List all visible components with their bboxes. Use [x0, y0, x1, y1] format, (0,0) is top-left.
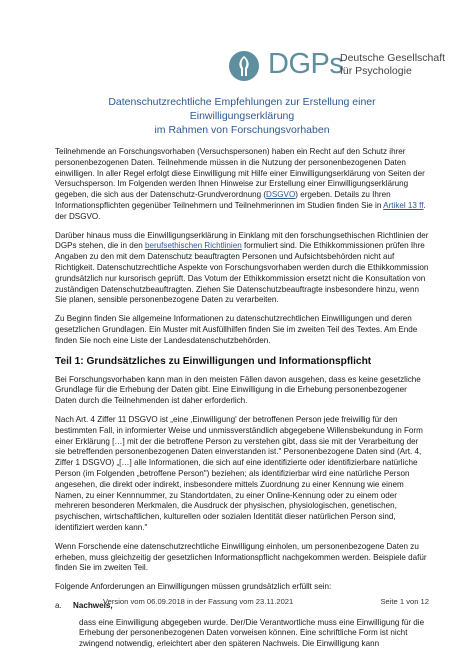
definition-paragraph: Nach Art. 4 Ziffer 11 DSGVO ist „eine ‚Einwilligung' der betroffenen Person jede freiwillig für den bestimmten Fall, in informierter Weise und unmissverständlich abgegebene Willensbekundung in Form einer Erklärung […] mit der die betroffene Person zu verstehen gibt, dass sie mit der Verarbeitung der sie betreffenden personenbezogenen Daten einverstanden ist." Personenbezogene Daten sind (Art. 4, Ziffer 1 DSGVO) „[…] alle Informationen, die sich auf eine identifizierte oder identifizierbare natürliche Person (im Folgenden „betroffene Person") beziehen; als identifizierbar wird eine natürliche Person angesehen, die direkt oder indirekt, insbesondere mittels Zuordnung zu einer Kennung wie einem Namen, zu einer Kennnummer, zu Standortdaten, zu einer Online-Kennung oder zu einem oder mehreren besonderen Merkmalen, die Ausdruck der physischen, physiologischen, genetischen, psychischen, wirtschaftlichen, kulturellen oder sozialen Identität dieser natürlichen Person sind, identifiziert werden kann.": [55, 414, 423, 532]
ethics-paragraph: Darüber hinaus muss die Einwilligungserklärung in Einklang mit den forschungsethischen Richtlinien der DGPs stehen, die in den berufsethischen Richtlinien formuliert sind. Die Ethikkommissionen prüfen Ihre Angaben zu den mit dem Datenschutz beauftragten Personen und Aufsichtsbehörden nicht auf Richtigkeit. Datenschutzrechtliche Aspekte von Forschungsvorhaben werden durch die Ethikkommission grundsätzlich nur kursorisch geprüft. Das Votum der Ethikkommission ersetzt nicht die Konsultation von zuständigen Datenschutzbeauftragten. Ziehen Sie Datenschutzbeauftragte insbesondere hinzu, wenn Sie planen, sensible personenbezogene Daten zu verarbeiten.: [55, 230, 429, 305]
version-text: Version vom 06.09.2018 in der Fassung vom 23.11.2021: [103, 597, 294, 606]
list-item-text: dass eine Einwilligung abgegeben wurde. Der/Die Verantwortliche muss eine Einwilligung für die Erhebung der personenbezogenen Daten vorweisen können. Eine schriftliche Form ist nicht zwingend notwendig, erleichtert aber den späteren Nachweis. Die Einwilligung kann: [79, 617, 425, 649]
dgps-logo-icon: [228, 50, 260, 82]
list-item-heading: Nachweis,: [73, 600, 113, 610]
overview-paragraph: Zu Beginn finden Sie allgemeine Informationen zu datenschutzrechtlichen Einwilligungen und deren gesetzlichen Grundlagen. Ein Muster mit Ausfüllhilfen finden Sie im zweiten Teil des Textes. Am Ende finden Sie noch eine Liste der Landesdatenschutzbehörden.: [55, 314, 418, 345]
requirements-intro: Folgende Anforderungen an Einwilligungen müssen grundsätzlich erfüllt sein:: [55, 582, 332, 592]
document-title: Datenschutzrechtliche Empfehlungen zur Erstellung einer Einwilligungserklärung im Rahmen von Forschungsvorhaben: [108, 96, 376, 136]
page-number: Seite 1 von 12: [380, 597, 429, 606]
document-body: [55, 95, 429, 658]
section-heading-teil-1: Teil 1: Grundsätzliches zu Einwilligungen und Informationspflicht: [55, 355, 372, 367]
berufsethische-richtlinien-link[interactable]: berufsethischen Richtlinien: [144, 241, 242, 251]
organization-name: Deutsche Gesellschaft für Psychologie: [340, 52, 446, 77]
logo-wordmark: DGPs: [268, 48, 344, 80]
information-duty-paragraph: Wenn Forschende eine datenschutzrechtliche Einwilligung einholen, um personenbezogene Daten zu erheben, muss gleichzeitig der gesetzlichen Informationspflicht nachgekommen werden. Beispiele dafür finden Sie im zweiten Teil.: [55, 541, 427, 573]
artikel-13-link[interactable]: Artikel 13 ff: [383, 200, 424, 210]
legal-basis-paragraph: Bei Forschungsvorhaben kann man in den meisten Fällen davon ausgehen, dass es keine gesetzliche Grundlage für die Erhebung der Daten gibt. Eine Einwilligung in die Erhebung personenbezogener Daten durch die Teilnehmenden ist daher erforderlich.: [55, 374, 421, 406]
header: [228, 50, 448, 84]
dsgvo-link[interactable]: DSGVO: [266, 190, 296, 200]
intro-paragraph: Teilnehmende an Forschungsvorhaben (Versuchspersonen) haben ein Recht auf den Schutz ihrer personenbezogenen Daten. Teilnehmende müssen in die Nutzung der personenbezogenen Daten einwilligen. In aller Regel erfolgt diese Einwilligung mit Hilfe einer Einwilligungserklärung von Seiten der Versuchsperson. Im Folgenden werden Ihnen Hinweise zur Erstellung einer Einwilligungserklärung gegeben, die sich aus der Datenschutz-Grundverordnung (DSGVO) ergeben. Details zu Ihren Informationspflichten gegenüber Teilnehmern und Teilnehmerinnen im Studien finden Sie in Artikel 13 ff. der DSGVO.: [55, 147, 426, 221]
list-letter: a.: [55, 600, 62, 610]
